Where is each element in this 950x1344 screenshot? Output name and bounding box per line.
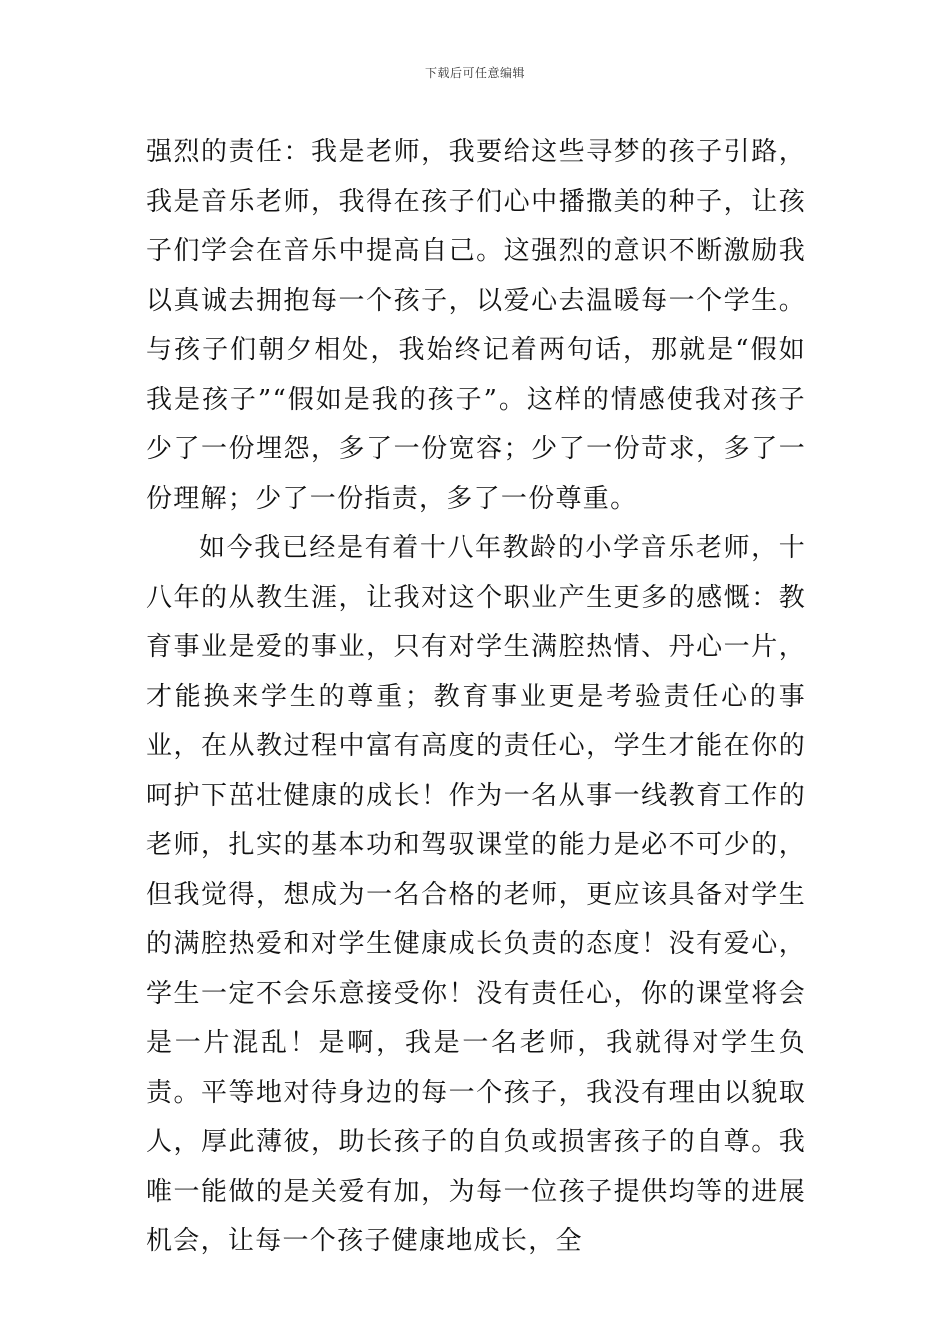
document-body (146, 128, 806, 1267)
paragraph-1: 强烈的责任：我是老师，我要给这些寻梦的孩子引路，我是音乐老师，我得在孩子们心中播撒美的种子，让孩子们学会在音乐中提高自己。这强烈的意识不断激励我以真诚去拥抱每一个孩子，以爱心去温暖每一个学生。与孩子们朝夕相处，我始终记着两句话，那就是“假如 我是孩子”“假如是我的孩子”。这样的情感使我对孩子少了一份埋怨，多了一份宽容；少了一份苛求，多了一份理解；少了一份指责，多了一份尊重。 (146, 137, 806, 514)
paragraph-2: 如今我已经是有着十八年教龄的小学音乐老师，十八年的从教生涯，让我对这个职业产生更多的感慨：教育事业是爱的事业，只有对学生满腔热情、丹心一片，才能换来学生的尊重；教育事业更是考验责任心的事业，在从教过程中富有高度的责任心，学生才能在你的呵护下茁壮健康的成长！作为一名从事一线教育工作的老师，扎实的基本功和驾驭课堂的能力是必不可少的，但我觉得，想成为一名合格的老师，更应该具备对学生的满腔热爱和对学生健康成长负责的态度！没有爱心，学生一定不会乐意接受你！没有责任心，你的课堂将会是一片混乱！是啊，我是一名老师，我就得对学生负责。平等地对待身边的每一个孩子，我没有理由以貌取人，厚此薄彼，助长孩子的自负或损害孩子的自尊。我唯一能做的是关爱有加，为每一位孩子提供均等的进展机会，让每一个孩子健康地成长，全 (146, 533, 806, 1256)
page-header: 下载后可任意编辑 (424, 66, 525, 80)
